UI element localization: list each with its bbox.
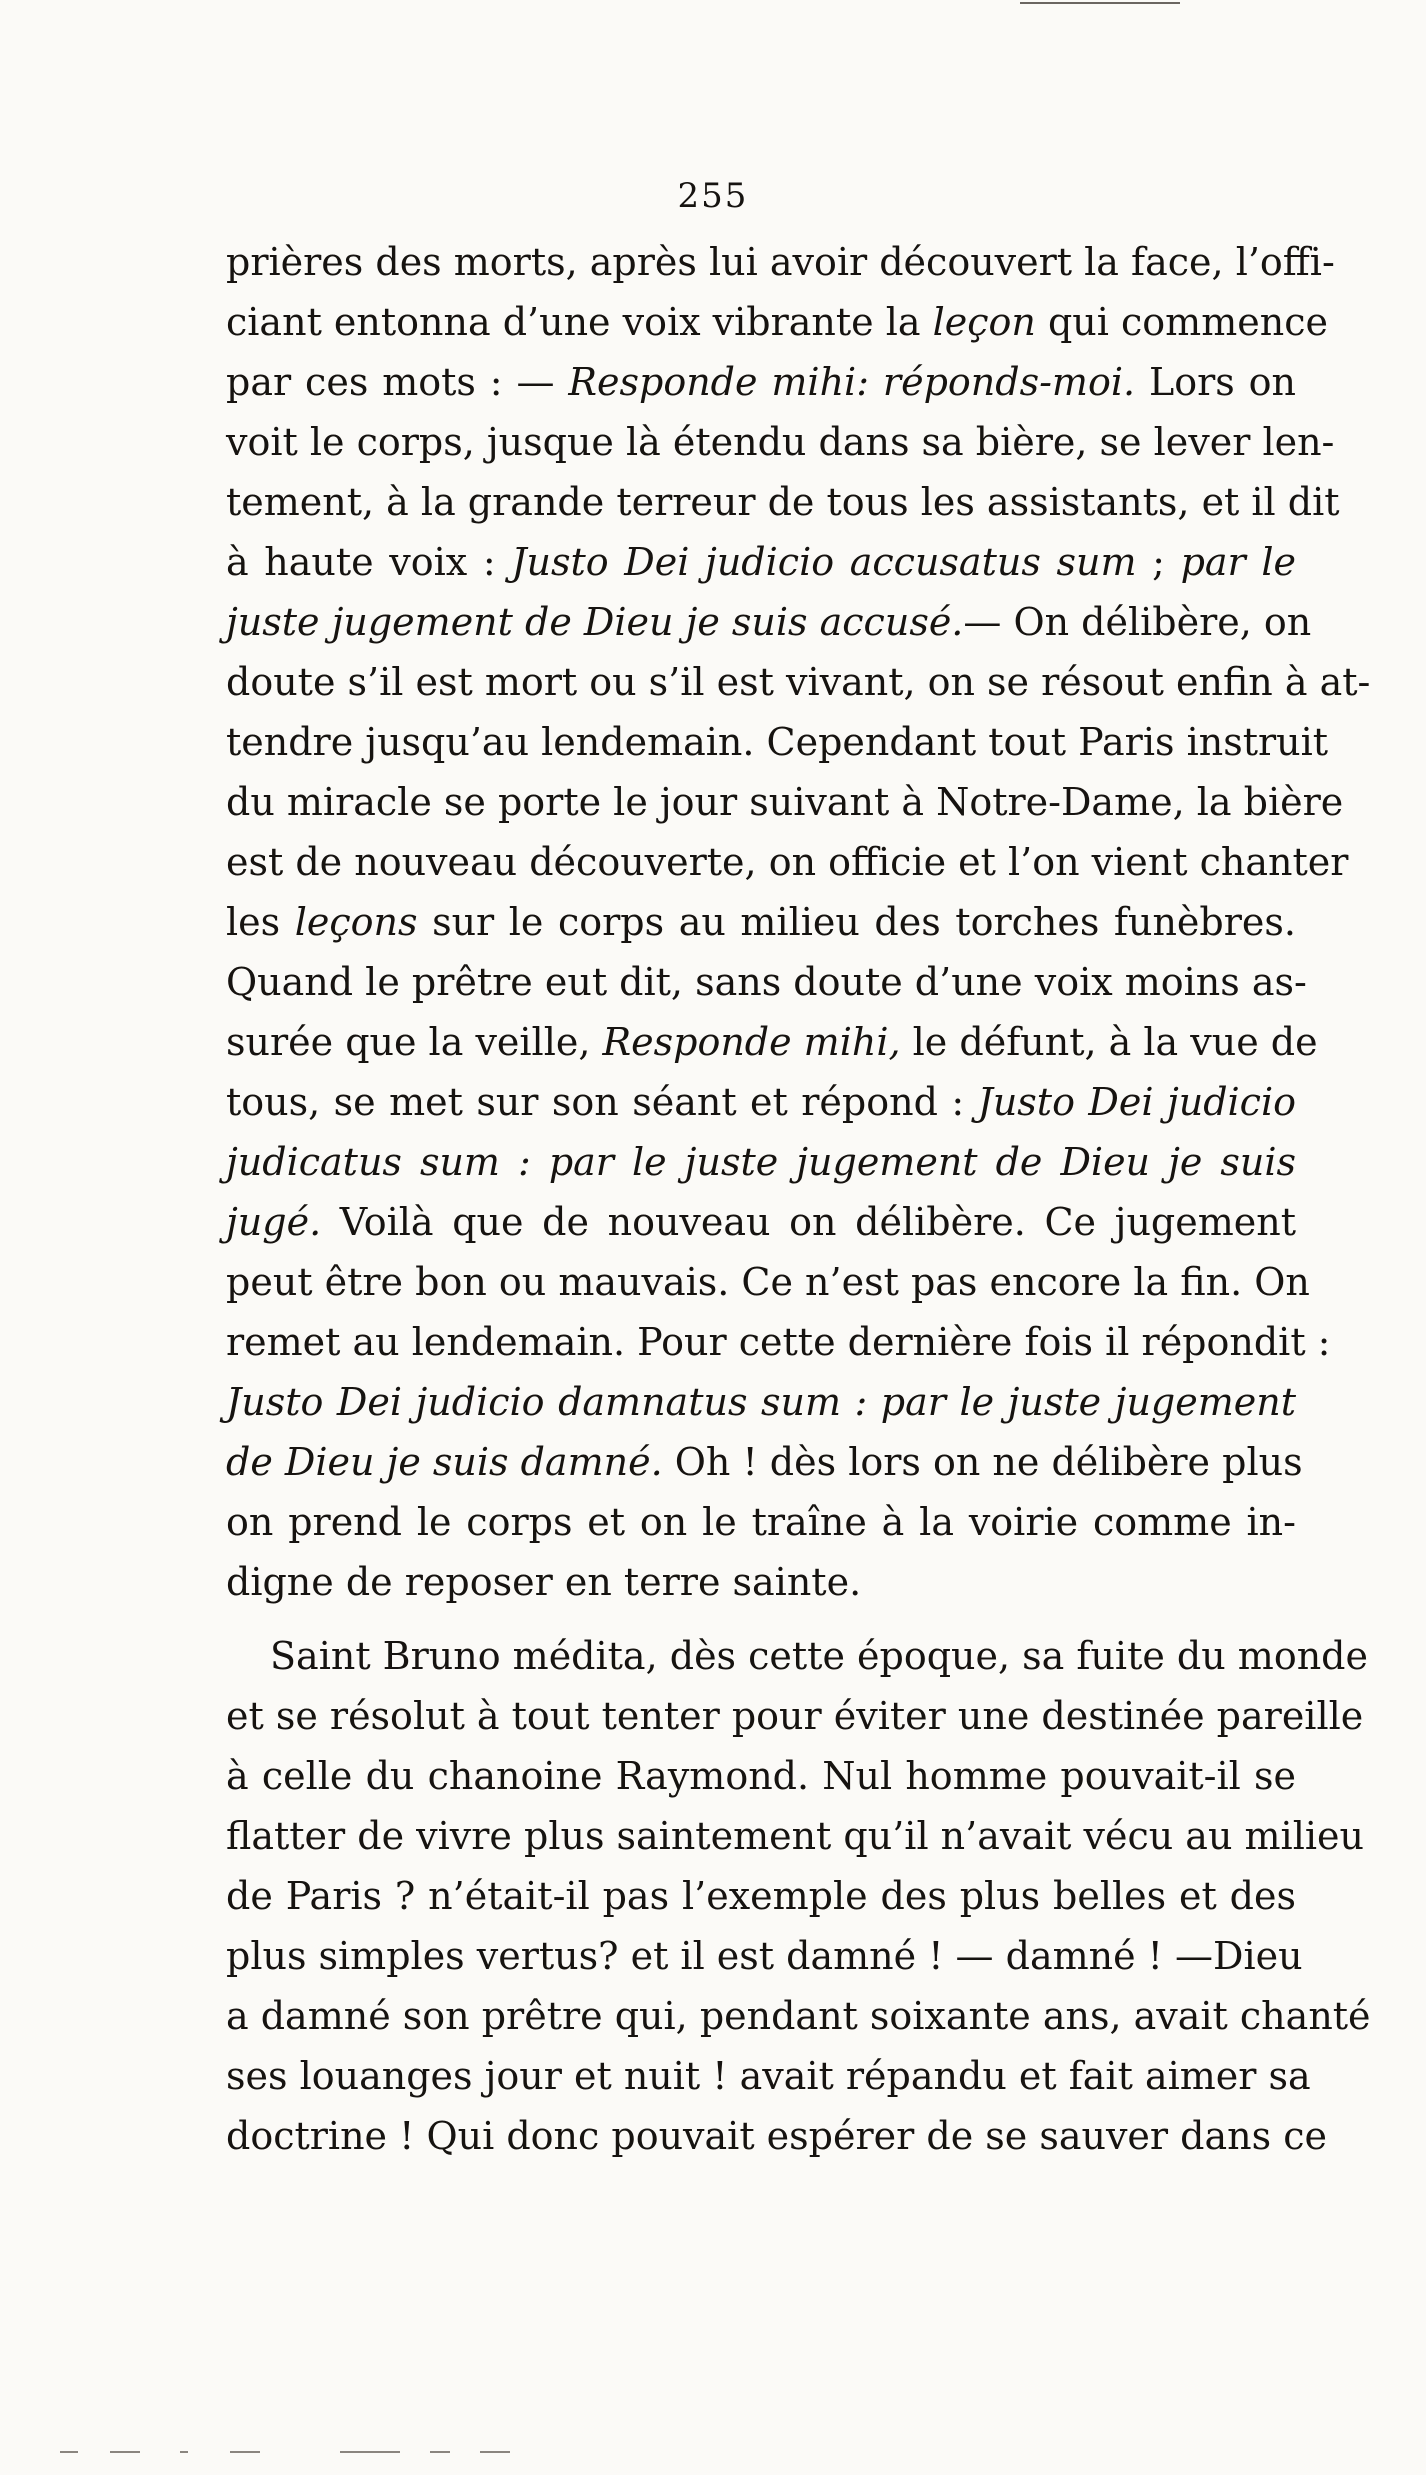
italic-text: de Dieu je suis damné. — [226, 1440, 663, 1484]
text-line — [226, 1552, 1296, 1612]
italic-text: juste jugement de Dieu je suis accusé. — [226, 600, 964, 644]
bottom-mark — [340, 2451, 400, 2453]
text-segment: à haute voix : — [226, 540, 512, 584]
text-segment: prières des morts, après lui avoir découvert la face, l’offi- — [226, 240, 1335, 284]
text-line — [226, 1746, 1296, 1806]
text-line — [226, 1132, 1296, 1192]
italic-text: judicatus sum : par le juste jugement de Dieu je suis — [226, 1140, 1296, 1184]
text-segment: doute s’il est mort ou s’il est vivant, on se résout enfin à at- — [226, 660, 1371, 704]
text-line — [226, 412, 1335, 472]
text-line — [226, 1686, 1364, 1746]
text-line — [226, 2046, 1311, 2106]
text-segment: ses louanges jour et nuit ! avait répandu et fait aimer sa — [226, 2054, 1311, 2098]
text-line — [226, 1432, 1303, 1492]
italic-text: leçons — [294, 900, 418, 944]
text-segment: — On délibère, on — [963, 600, 1312, 644]
text-line — [226, 1986, 1371, 2046]
text-line — [226, 892, 1296, 952]
text-line — [226, 832, 1349, 892]
bottom-mark — [480, 2451, 510, 2453]
text-segment: le défunt, à la vue de — [900, 1020, 1318, 1064]
text-line — [226, 1372, 1296, 1432]
text-line — [226, 1012, 1318, 1072]
text-line — [226, 1926, 1303, 1986]
text-line — [226, 1806, 1364, 1866]
text-line — [226, 772, 1344, 832]
text-segment: tous, se met sur son séant et répond : — [226, 1080, 978, 1124]
body-text — [226, 232, 1371, 2166]
text-segment: peut être bon ou mauvais. Ce n’est pas encore la fin. On — [226, 1260, 1310, 1304]
text-segment: les — [226, 900, 295, 944]
italic-text: Responde mihi, — [602, 1020, 901, 1064]
text-line — [226, 1492, 1296, 1552]
text-line — [226, 1866, 1296, 1926]
text-line — [226, 1192, 1296, 1252]
top-edge-rule — [1020, 2, 1180, 4]
text-line — [226, 1312, 1331, 1372]
text-line — [226, 472, 1340, 532]
italic-text: Justo Dei judicio accusatus sum — [511, 540, 1137, 584]
text-segment: ciant entonna d’une voix vibrante la — [226, 300, 933, 344]
text-line — [226, 1626, 1368, 1686]
bottom-mark — [230, 2451, 260, 2453]
text-segment: Quand le prêtre eut dit, sans doute d’une voix moins as- — [226, 960, 1307, 1004]
paragraph-1 — [226, 232, 1371, 1612]
italic-text: Justo Dei judicio damnatus sum : par le juste jugement — [226, 1380, 1296, 1424]
text-line — [226, 952, 1307, 1012]
text-line — [226, 1252, 1310, 1312]
italic-text: jugé. — [226, 1200, 322, 1244]
text-segment: Saint Bruno médita, dès cette époque, sa fuite du monde — [270, 1634, 1368, 1678]
italic-text: par le — [1180, 540, 1296, 584]
text-segment: par ces mots : — — [226, 360, 569, 404]
text-segment: qui commence — [1035, 300, 1328, 344]
text-segment: Voilà que de nouveau on délibère. Ce jugement — [321, 1200, 1296, 1244]
text-line — [226, 232, 1335, 292]
paragraph-2 — [226, 1626, 1371, 2166]
page-number: 255 — [677, 176, 749, 216]
text-line — [226, 1072, 1296, 1132]
text-segment: a damné son prêtre qui, pendant soixante ans, avait chanté — [226, 1994, 1371, 2038]
text-segment: Lors on — [1135, 360, 1296, 404]
bottom-edge-marks — [60, 2451, 520, 2457]
text-segment: de Paris ? n’était-il pas l’exemple des plus belles et des — [226, 1874, 1296, 1918]
text-segment: du miracle se porte le jour suivant à Notre-Dame, la bière — [226, 780, 1344, 824]
text-segment: est de nouveau découverte, on officie et l’on vient chanter — [226, 840, 1349, 884]
text-segment: surée que la veille, — [226, 1020, 603, 1064]
text-segment: Oh ! dès lors on ne délibère plus — [662, 1440, 1303, 1484]
text-segment: plus simples vertus? et il est damné ! — damné ! —Dieu — [226, 1934, 1303, 1978]
bottom-mark — [60, 2451, 78, 2453]
text-segment: à celle du chanoine Raymond. Nul homme pouvait-il se — [226, 1754, 1296, 1798]
bottom-mark — [110, 2451, 140, 2453]
italic-text: Justo Dei judicio — [977, 1080, 1296, 1124]
text-segment: sur le corps au milieu des torches funèbres. — [417, 900, 1296, 944]
text-line — [226, 2106, 1327, 2166]
text-segment: tement, à la grande terreur de tous les assistants, et il dit — [226, 480, 1340, 524]
text-line — [226, 352, 1296, 412]
text-segment: et se résolut à tout tenter pour éviter une destinée pareille — [226, 1694, 1364, 1738]
text-segment: ; — [1136, 540, 1181, 584]
text-segment: remet au lendemain. Pour cette dernière fois il répondit : — [226, 1320, 1331, 1364]
text-line — [226, 292, 1328, 352]
paragraph-gap — [226, 1612, 1296, 1626]
text-segment: flatter de vivre plus saintement qu’il n’avait vécu au milieu — [226, 1814, 1364, 1858]
text-segment: doctrine ! Qui donc pouvait espérer de se sauver dans ce — [226, 2114, 1327, 2158]
text-segment: digne de reposer en terre sainte. — [226, 1560, 862, 1604]
text-line — [226, 532, 1296, 592]
text-segment: tendre jusqu’au lendemain. Cependant tout Paris instruit — [226, 720, 1329, 764]
italic-text: Responde mihi: réponds-moi. — [568, 360, 1136, 404]
text-line — [226, 712, 1329, 772]
text-line — [226, 652, 1371, 712]
italic-text: leçon — [932, 300, 1036, 344]
text-segment: on prend le corps et on le traîne à la voirie comme in- — [226, 1500, 1296, 1544]
text-segment: voit le corps, jusque là étendu dans sa bière, se lever len- — [226, 420, 1335, 464]
bottom-mark — [430, 2451, 450, 2453]
bottom-mark — [180, 2451, 188, 2453]
text-line — [226, 592, 1312, 652]
